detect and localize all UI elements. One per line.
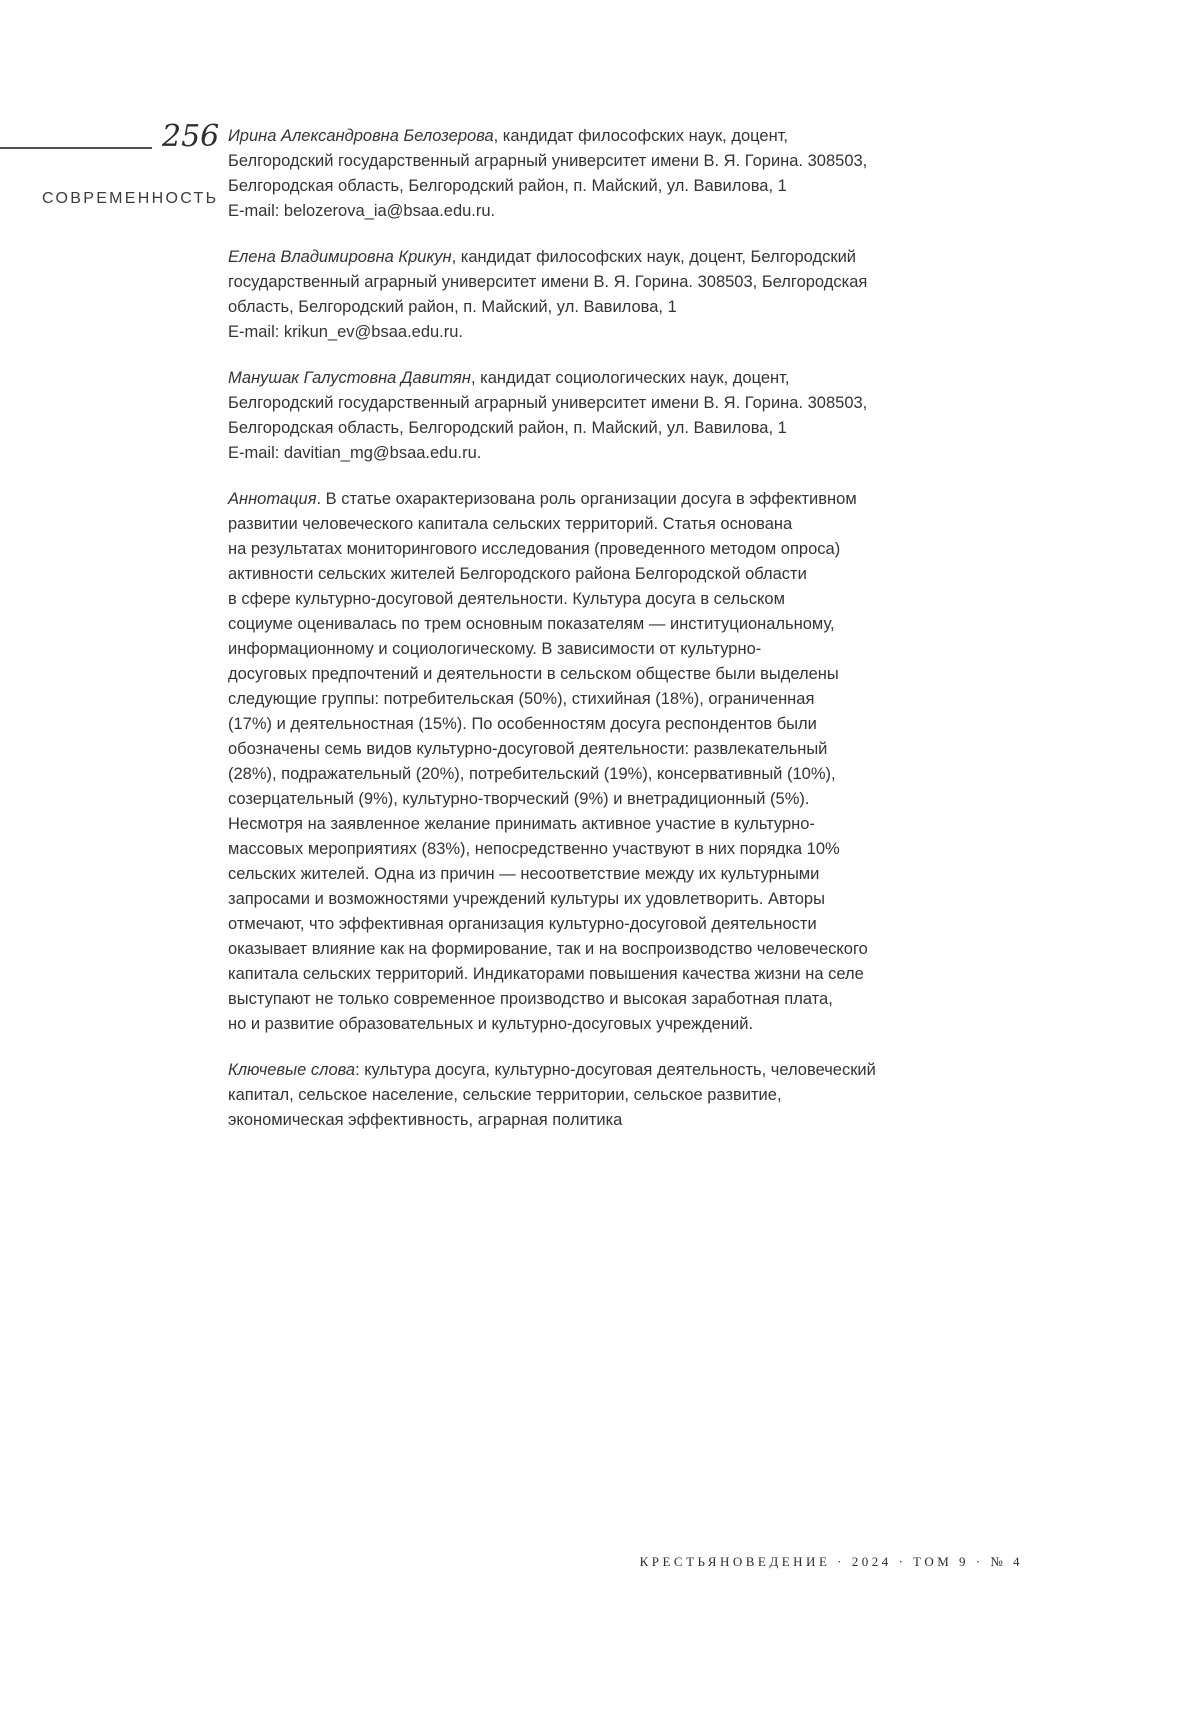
abstract-label: Аннотация	[228, 490, 317, 508]
keywords-text: : культура досуга, культурно-досуговая деятельность, человеческий капитал, сельское население, сельские территории, сельское развитие, экономическая эффективность, аграрная политика	[228, 1061, 876, 1129]
author-email: E-mail: belozerova_ia@bsaa.edu.ru.	[228, 202, 496, 220]
author-affiliation: , кандидат социологических наук, доцент, Белгородский государственный аграрный университет имени В. Я. Горина. 308503, Белгородская область, Белгородский район, п. Майский, ул. Вавилова, 1	[228, 369, 868, 437]
author-affiliation: , кандидат философских наук, доцент, Белгородский государственный аграрный университет имени В. Я. Горина. 308503, Белгородская область, Белгородский район, п. Майский, ул. Вавилова, 1	[228, 248, 868, 316]
keywords-label: Ключевые слова	[228, 1061, 356, 1079]
author-block-2	[228, 245, 960, 345]
abstract-text: . В статье охарактеризована роль организации досуга в эффективном развитии человеческого капитала сельских территорий. Статья основана на результатах мониторингового исследования (проведенного методом опроса) активности сельских жителей Белгородского района Белгородской области в сфере культурно-досуговой деятельности. Культура досуга в сельском социуме оценивалась по трем основным показателям — институциональному, информационному и социологическому. В зависимости от культурно- досуговых предпочтений и деятельности в сельском обществе были выделены следующие группы: потребительская (50%), стихийная (18%), ограниченная (17%) и деятельностная (15%). По особенностям досуга респондентов были обозначены семь видов культурно-досуговой деятельности: развлекательный (28%), подражательный (20%), потребительский (19%), консервативный (10%), созерцательный (9%), культурно-творческий (9%) и внетрадиционный (5%). Несмотря на заявленное желание принимать активное участие в культурно- массовых мероприятиях (83%), непосредственно участвуют в них порядка 10% сельских жителей. Одна из причин — несоответствие между их культурными запросами и возможностями учреждений культуры их удовлетворить. Авторы отмечают, что эффективная организация культурно-досуговой деятельности оказывает влияние как на формирование, так и на воспроизводство человеческого капитала сельских территорий. Индикаторами повышения качества жизни на селе выступают не только современное производство и высокая заработная плата, но и развитие образовательных и культурно-досуговых учреждений.	[228, 490, 868, 1033]
author-block-3	[228, 366, 960, 466]
author-name: Ирина Александровна Белозерова	[228, 127, 494, 145]
abstract	[228, 487, 960, 1037]
author-email: E-mail: krikun_ev@bsaa.edu.ru.	[228, 323, 464, 341]
author-name: Манушак Галустовна Давитян	[228, 369, 471, 387]
journal-footer: КРЕСТЬЯНОВЕДЕНИЕ · 2024 · ТОМ 9 · № 4	[639, 1554, 1023, 1569]
page-number-rule	[0, 147, 152, 149]
author-affiliation: , кандидат философских наук, доцент, Белгородский государственный аграрный университет имени В. Я. Горина. 308503, Белгородская область, Белгородский район, п. Майский, ул. Вавилова, 1	[228, 127, 868, 195]
author-block-1	[228, 124, 960, 224]
keywords	[228, 1058, 960, 1133]
section-label: СОВРЕМЕННОСТЬ	[42, 190, 219, 207]
page-number: 256	[162, 119, 220, 154]
author-email: E-mail: davitian_mg@bsaa.edu.ru.	[228, 444, 482, 462]
article-front-matter	[228, 124, 960, 1154]
author-name: Елена Владимировна Крикун	[228, 248, 452, 266]
